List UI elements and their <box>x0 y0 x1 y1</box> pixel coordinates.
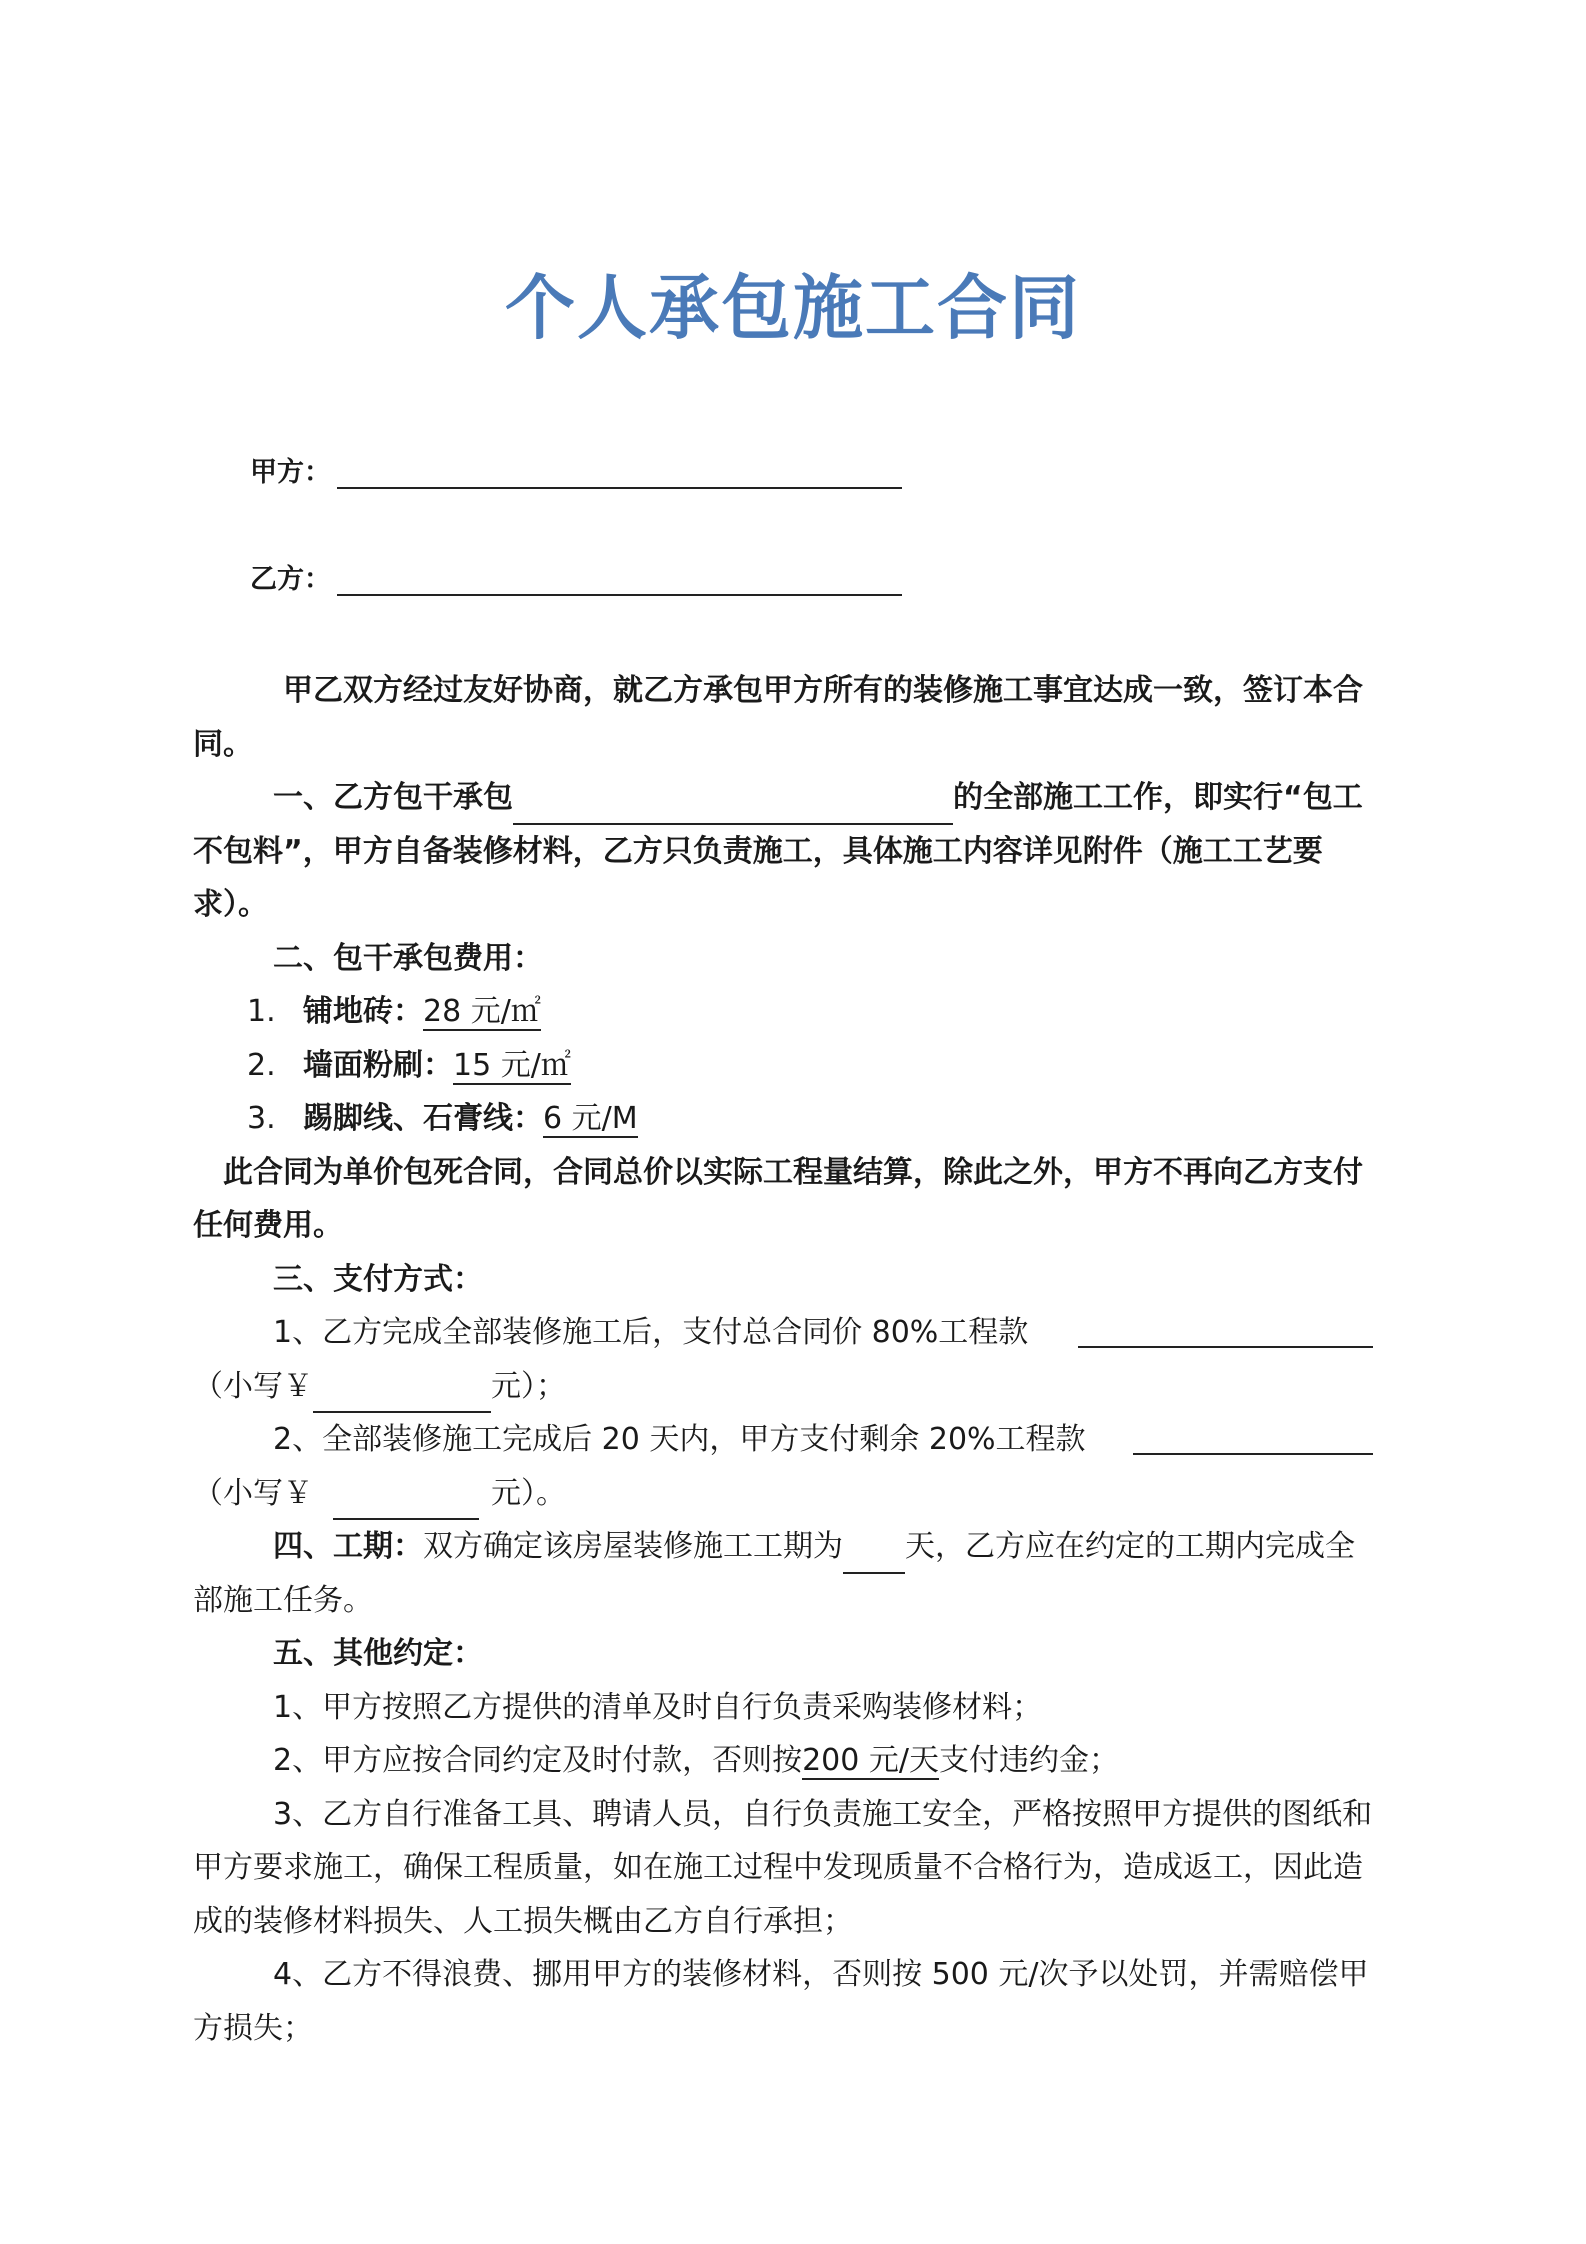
payment-1-blank <box>1078 1306 1373 1348</box>
payment-2-blank <box>1133 1413 1373 1455</box>
payment-1 <box>193 1306 1373 1360</box>
section-5-heading: 五、其他约定： <box>273 1636 483 1671</box>
fee-item-3-label: 踢脚线、石膏线： <box>303 1101 543 1136</box>
payment-1-amount-blank <box>313 1371 491 1413</box>
fee-item-1-label: 铺地砖： <box>303 994 423 1029</box>
contract-body <box>193 664 1373 2055</box>
other-2-pre: 2、甲方应按合同约定及时付款，否则按 <box>273 1743 803 1778</box>
section-4-blank <box>843 1532 905 1574</box>
fee-item-3 <box>193 1092 1373 1146</box>
payment-2-amount-blank <box>333 1478 479 1520</box>
payment-2-text: 2、全部装修施工完成后 20 天内，甲方支付剩余 20%工程款 <box>273 1422 1086 1457</box>
payment-1-amount-post: 元）； <box>491 1368 566 1404</box>
party-a-blank <box>337 457 902 489</box>
fee-item-2-label: 墙面粉刷： <box>303 1047 453 1083</box>
other-2 <box>193 1734 1373 1788</box>
payment-1-amount-pre: （小写￥ <box>193 1368 313 1404</box>
payment-1-text: 1、乙方完成全部装修施工后，支付总合同价 80%工程款 <box>273 1315 1029 1350</box>
page-title: 个人承包施工合同 <box>505 267 1081 349</box>
fee-item-1-value: 28 元/㎡ <box>423 994 541 1029</box>
section-1-pre: 一、乙方包干承包 <box>273 780 513 815</box>
section-1-blank <box>513 783 953 825</box>
other-2-post: 支付违约金； <box>939 1743 1119 1778</box>
other-4: 4、乙方不得浪费、挪用甲方的装修材料，否则按 500 元/次予以处罚，并需赔偿甲方损失； <box>193 1957 1369 2046</box>
section-1-post: 的全部施工工作，即实行“包工不包料”，甲方自备装修材料，乙方只负责施工，具体施工内容详见附件（施工工艺要求）。 <box>193 780 1363 922</box>
fee-item-2 <box>193 1039 1373 1093</box>
fee-item-2-num: 2. <box>247 1047 276 1083</box>
section-2-heading: 二、包干承包费用： <box>273 940 543 976</box>
payment-2-amount-post: 元）。 <box>491 1475 566 1511</box>
section-4-pre: 双方确定该房屋装修施工工期为 <box>423 1529 843 1564</box>
party-b-blank <box>337 564 902 596</box>
party-b-row <box>250 557 902 596</box>
section-3-heading: 三、支付方式： <box>273 1261 483 1297</box>
section-4 <box>193 1520 1373 1627</box>
fee-note: 此合同为单价包死合同，合同总价以实际工程量结算，除此之外，甲方不再向乙方支付任何费用。 <box>193 1154 1363 1243</box>
fee-item-3-num: 3. <box>247 1101 276 1136</box>
fee-item-1 <box>193 985 1373 1039</box>
payment-2-amount-pre: （小写￥ <box>193 1475 313 1511</box>
party-a-row <box>250 450 902 489</box>
other-1: 1、甲方按照乙方提供的清单及时自行负责采购装修材料； <box>273 1689 1043 1725</box>
payment-1-amount <box>193 1360 1373 1414</box>
party-b-label: 乙方： <box>250 564 331 595</box>
other-3: 3、乙方自行准备工具、聘请人员，自行负责施工安全，严格按照甲方提供的图纸和甲方要求施工，确保工程质量，如在施工过程中发现质量不合格行为，造成返工，因此造成的装修材料损失、人工损失概由乙方自行承担； <box>193 1796 1373 1939</box>
fee-item-2-value: 15 元/㎡ <box>453 1047 571 1083</box>
other-2-penalty: 200 元/天 <box>802 1743 939 1778</box>
party-a-label: 甲方： <box>250 457 331 488</box>
section-1 <box>193 771 1373 932</box>
payment-2-amount <box>193 1467 1373 1521</box>
section-4-post: 天，乙方应在约定的工期内完成全部施工任务。 <box>193 1529 1355 1618</box>
payment-2 <box>193 1413 1373 1467</box>
fee-item-3-value: 6 元/M <box>543 1101 638 1136</box>
section-4-heading: 四、工期： <box>273 1529 423 1564</box>
intro-paragraph: 甲乙双方经过友好协商，就乙方承包甲方所有的装修施工事宜达成一致，签订本合同。 <box>193 673 1363 762</box>
fee-item-1-num: 1. <box>247 994 276 1029</box>
